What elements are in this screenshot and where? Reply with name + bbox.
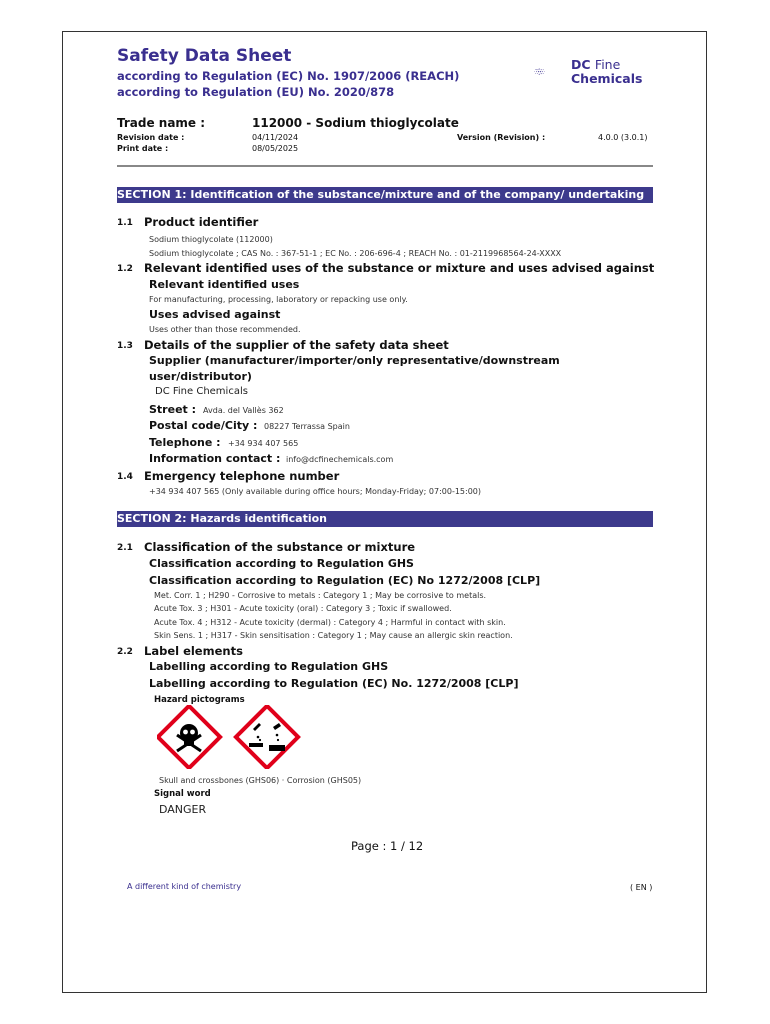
header-divider — [117, 165, 653, 167]
info-contact-label: Information contact : — [149, 452, 281, 465]
signal-word-title: Signal word — [154, 789, 211, 799]
footer-slogan: A different kind of chemistry — [127, 882, 242, 891]
hazard-pictograms-title: Hazard pictograms — [154, 695, 245, 705]
revision-date-value: 04/11/2024 — [252, 133, 299, 142]
corrosion-icon — [236, 706, 298, 768]
section-1-3-title: Details of the supplier of the safety data sheet — [144, 338, 449, 352]
classification-item: Acute Tox. 3 ; H301 - Acute toxicity (oral) : Category 3 ; Toxic if swallowed. — [154, 604, 452, 613]
regulation-eu: according to Regulation (EU) No. 2020/878 — [117, 85, 395, 99]
signal-word-value: DANGER — [159, 803, 207, 816]
uses-against-title: Uses advised against — [149, 308, 281, 321]
postal-value: 08227 Terrassa Spain — [264, 422, 350, 431]
emergency-phone-text: +34 934 407 565 (Only available during office hours; Monday-Friday; 07:00-15:00) — [149, 487, 482, 496]
supplier-title-line2: user/distributor) — [149, 370, 252, 383]
classification-item: Acute Tox. 4 ; H312 - Acute toxicity (dermal) : Category 4 ; Harmful in contact with skin. — [154, 618, 506, 627]
relevant-uses-title: Relevant identified uses — [149, 278, 300, 291]
section-2-1-number: 2.1 — [117, 543, 133, 553]
logo-text-dc: DC Fine — [571, 57, 621, 72]
section-1-1-title: Product identifier — [144, 215, 259, 229]
section-1-2-number: 1.2 — [117, 264, 133, 274]
section-1-3-number: 1.3 — [117, 341, 133, 351]
section-1-4-number: 1.4 — [117, 472, 133, 482]
version-value: 4.0.0 (3.0.1) — [598, 133, 648, 142]
classification-ghs-title: Classification according to Regulation GHS — [149, 557, 414, 570]
supplier-title-line1: Supplier (manufacturer/importer/only representative/downstream — [149, 354, 560, 367]
hazard-pictograms — [157, 705, 307, 769]
street-value: Avda. del Vallès 362 — [203, 406, 284, 415]
telephone-label: Telephone : — [149, 436, 221, 449]
print-date-label: Print date : — [117, 144, 169, 153]
postal-label: Postal code/City : — [149, 419, 258, 432]
section-1-1-number: 1.1 — [117, 218, 133, 228]
section-2-1-title: Classification of the substance or mixture — [144, 540, 416, 554]
version-label: Version (Revision) : — [457, 133, 546, 142]
section-1-4-title: Emergency telephone number — [144, 469, 340, 483]
telephone-value: +34 934 407 565 — [228, 439, 299, 448]
pictograms-caption: Skull and crossbones (GHS06) · Corrosion (GHS05) — [159, 776, 362, 785]
trade-name-label: Trade name : — [117, 116, 206, 130]
street-label: Street : — [149, 403, 197, 416]
section-1-2-title: Relevant identified uses of the substance or mixture and uses advised against — [144, 261, 655, 275]
classification-clp-title: Classification according to Regulation (EC) No 1272/2008 [CLP] — [149, 574, 541, 587]
regulation-reach: according to Regulation (EC) No. 1907/2006 (REACH) — [117, 69, 460, 83]
classification-item: Skin Sens. 1 ; H317 - Skin sensitisation : Category 1 ; May cause an allergic skin reaction. — [154, 631, 513, 640]
labelling-ghs-title: Labelling according to Regulation GHS — [149, 660, 389, 673]
product-name-line: Sodium thioglycolate (112000) — [149, 235, 273, 244]
document-title: Safety Data Sheet — [117, 46, 292, 66]
section-1-header: SECTION 1: Identification of the substance/mixture and of the company/ undertaking — [117, 187, 653, 203]
uses-against-text: Uses other than those recommended. — [149, 325, 301, 334]
section-2-2-number: 2.2 — [117, 647, 133, 657]
skull-crossbones-icon — [158, 706, 220, 768]
relevant-uses-text: For manufacturing, processing, laboratory or repacking use only. — [149, 295, 408, 304]
company-logo-icon — [534, 57, 570, 87]
section-2-2-title: Label elements — [144, 644, 243, 658]
section-2-header: SECTION 2: Hazards identification — [117, 511, 653, 527]
product-identifiers-line: Sodium thioglycolate ; CAS No. : 367-51-1 ; EC No. : 206-696-4 ; REACH No. : 01-2119968564-24-XXXX — [149, 249, 562, 258]
labelling-clp-title: Labelling according to Regulation (EC) No. 1272/2008 [CLP] — [149, 677, 519, 690]
logo-text-chemicals: Chemicals — [571, 71, 643, 86]
footer-language: ( EN ) — [630, 883, 653, 892]
classification-item: Met. Corr. 1 ; H290 - Corrosive to metals : Category 1 ; May be corrosive to metals. — [154, 591, 487, 600]
info-contact-email[interactable]: info@dcfinechemicals.com — [286, 455, 394, 464]
print-date-value: 08/05/2025 — [252, 144, 299, 153]
revision-date-label: Revision date : — [117, 133, 185, 142]
supplier-name: DC Fine Chemicals — [155, 386, 248, 397]
page-number: Page : 1 / 12 — [351, 839, 424, 853]
trade-name-value: 112000 - Sodium thioglycolate — [252, 116, 459, 130]
